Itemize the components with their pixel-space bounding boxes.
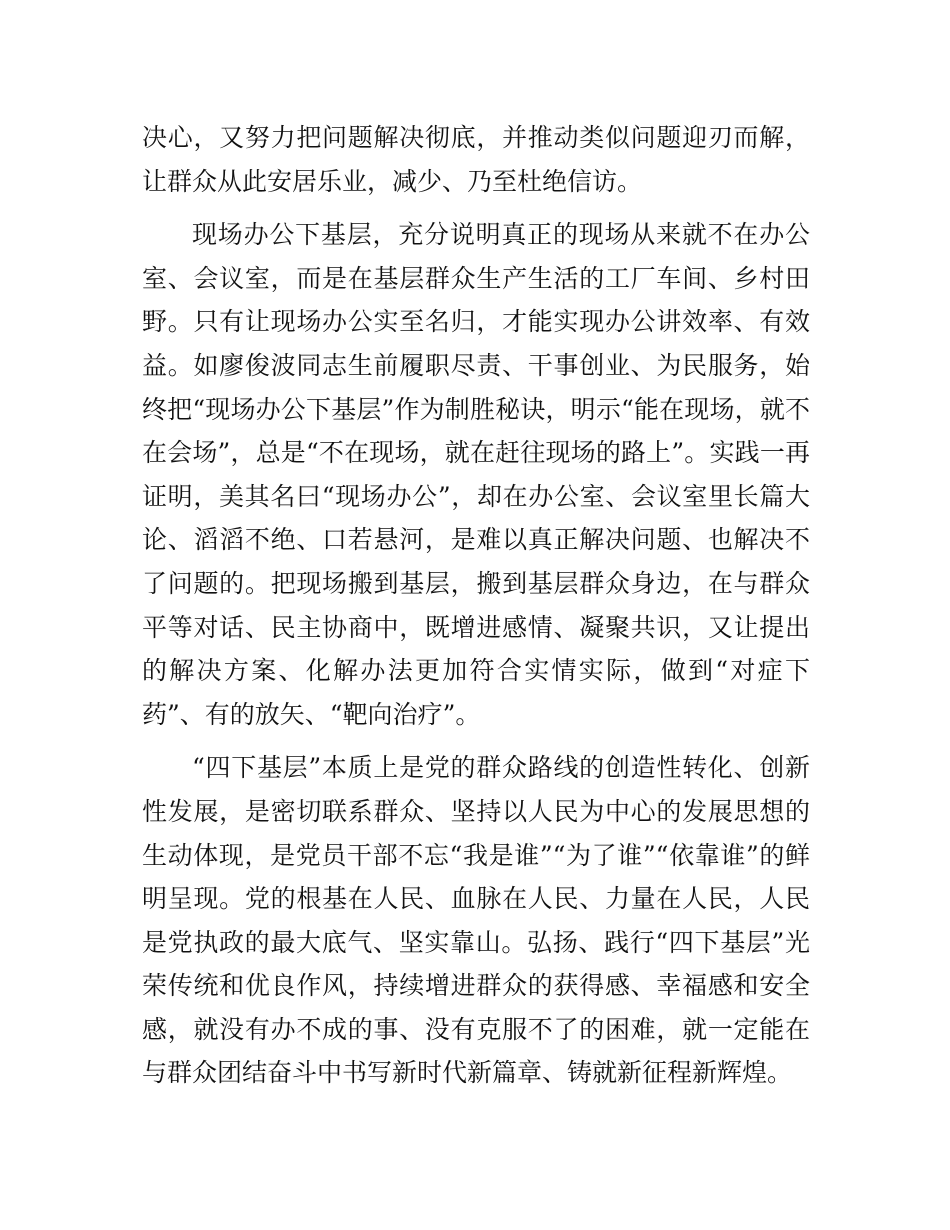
paragraph-2: 现场办公下基层，充分说明真正的现场从来就不在办公室、会议室，而是在基层群众生产生活的工厂车间、乡村田野。只有让现场办公实至名归，才能实现办公讲效率、有效益。如廖俊波同志生前履职尽责、干事创业、为民服务，始终把“现场办公下基层”作为制胜秘诀，明示“能在现场，就不在会场”，总是“不在现场，就在赶往现场的路上”。实践一再证明，美其名曰“现场办公”，却在办公室、会议室里长篇大论、滔滔不绝、口若悬河，是难以真正解决问题、也解决不了问题的。把现场搬到基层，搬到基层群众身边，在与群众平等对话、民主协商中，既增进感情、凝聚共识，又让提出的解决方案、化解办法更加符合实情实际，做到“对症下药”、有的放矢、“靶向治疗”。: [142, 220, 810, 729]
paragraph-1: 决心，又努力把问题解决彻底，并推动类似问题迎刃而解，让群众从此安居乐业，减少、乃至杜绝信访。: [142, 123, 810, 196]
document-page: [142, 116, 810, 1105]
paragraph-3: “四下基层”本质上是党的群众路线的创造性转化、创新性发展，是密切联系群众、坚持以人民为中心的发展思想的生动体现，是党员干部不忘“我是谁”“为了谁”“依靠谁”的鲜明呈现。党的根基在人民、血脉在人民、力量在人民，人民是党执政的最大底气、坚实靠山。弘扬、践行“四下基层”光荣传统和优良作风，持续增进群众的获得感、幸福感和安全感，就没有办不成的事、没有克服不了的困难，就一定能在与群众团结奋斗中书写新时代新篇章、铸就新征程新辉煌。: [142, 753, 810, 1088]
